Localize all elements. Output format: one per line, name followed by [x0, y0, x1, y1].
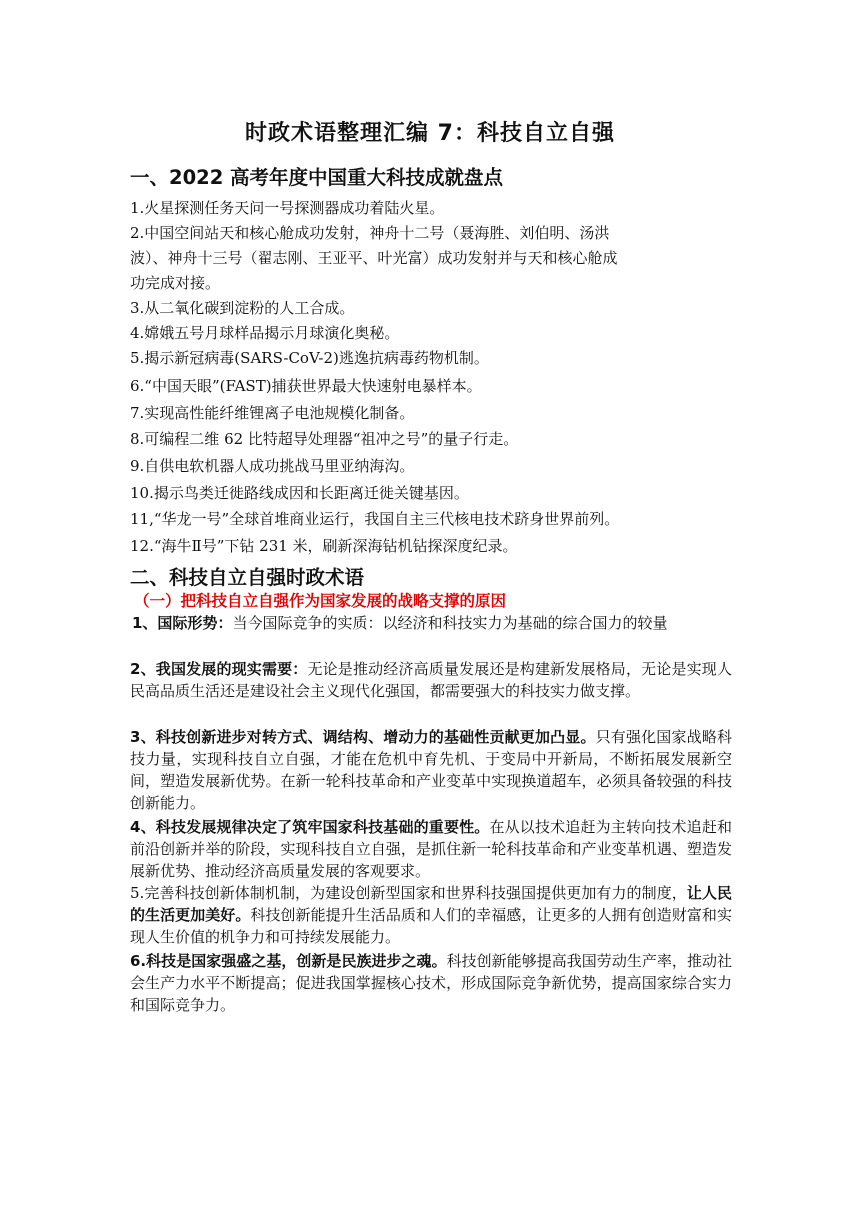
document-title: 时政术语整理汇编 7：科技自立自强 [245, 121, 615, 146]
point-label: 6.科技是国家强盛之基，创新是民族进步之魂。 [130, 952, 447, 970]
list-item: 8.可编程二维 62 比特超导处理器“祖冲之号”的量子行走。 [130, 430, 519, 448]
point-label: 让人民的生活更加美好。 [130, 884, 732, 924]
list-item: 12.“海牛Ⅱ号”下钻 231 米，刷新深海钻机钻探深度纪录。 [130, 537, 518, 555]
list-item: 1.火星探测任务天问一号探测器成功着陆火星。 [130, 199, 445, 217]
point-1 [132, 612, 734, 634]
list-item: 3.从二氧化碳到淀粉的人工合成。 [130, 299, 355, 317]
point-text: 当今国际竞争的实质：以经济和科技实力为基础的综合国力的较量 [232, 614, 668, 632]
point-6 [130, 950, 732, 1016]
list-item: 6.“中国天眼”(FAST)捕获世界最大快速射电暴样本。 [130, 377, 482, 395]
list-item: 2.中国空间站天和核心舱成功发射，神舟十二号（聂海胜、刘伯明、汤洪 [130, 224, 610, 242]
list-item: 波）、神舟十三号（翟志刚、王亚平、叶光富）成功发射并与天和核心舱成 [130, 249, 618, 267]
subsection-heading: （一）把科技自立自强作为国家发展的战略支撑的原因 [134, 591, 507, 610]
list-item: 11,“华龙一号”全球首堆商业运行，我国自主三代核电技术跻身世界前列。 [130, 510, 620, 528]
point-5 [130, 882, 732, 948]
list-item: 5.揭示新冠病毒(SARS-CoV-2)逃逸抗病毒药物机制。 [130, 349, 489, 367]
list-item: 4.嫦娥五号月球样品揭示月球演化奥秘。 [130, 324, 400, 342]
point-label: 4、科技发展规律决定了筑牢国家科技基础的重要性。 [130, 818, 490, 836]
point-3 [130, 726, 732, 814]
list-item: 9.自供电软机器人成功挑战马里亚纳海沟。 [130, 457, 415, 475]
point-text: 在从以技术追赶为主转向技术追赶和前沿创新并举的阶段，实现科技自立自强，是抓住新一轮科技革命和产业变革机遇、塑造发展新优势、推动经济高质量发展的客观要求。 [130, 818, 732, 880]
list-item: 7.实现高性能纤维锂离子电池规模化制备。 [130, 404, 415, 422]
list-item: 10.揭示鸟类迁徙路线成因和长距离迁徙关键基因。 [130, 484, 469, 502]
section2-heading: 二、科技自立自强时政术语 [130, 566, 365, 589]
point-4 [130, 816, 732, 882]
point-2 [130, 658, 732, 702]
point-text-pre: 5.完善科技创新体制机制，为建设创新型国家和世界科技强国提供更加有力的制度， [130, 884, 687, 902]
point-label: 2、我国发展的现实需要： [130, 660, 308, 678]
point-label: 1、国际形势： [132, 614, 233, 632]
point-text: 只有强化国家战略科技力量，实现科技自立自强，才能在危机中育先机、于变局中开新局，不断拓展发展新空间，塑造发展新优势。在新一轮科技革命和产业变革中实现换道超车，必须具备较强的科技创新能力。 [130, 728, 732, 812]
section1-heading: 一、2022 高考年度中国重大科技成就盘点 [130, 166, 504, 189]
list-item: 功完成对接。 [130, 274, 221, 292]
point-text: 科技创新能够提高我国劳动生产率，推动社会生产力水平不断提高；促进我国掌握核心技术，形成国际竞争新优势，提高国家综合实力和国际竞争力。 [130, 952, 732, 1014]
point-text: 科技创新能提升生活品质和人们的幸福感，让更多的人拥有创造财富和实现人生价值的机争力和可持续发展能力。 [130, 906, 732, 946]
point-text: 无论是推动经济高质量发展还是构建新发展格局，无论是实现人民高品质生活还是建设社会主义现代化强国，都需要强大的科技实力做支撑。 [130, 660, 732, 700]
point-label: 3、科技创新进步对转方式、调结构、增动力的基础性贡献更加凸显。 [130, 728, 596, 746]
